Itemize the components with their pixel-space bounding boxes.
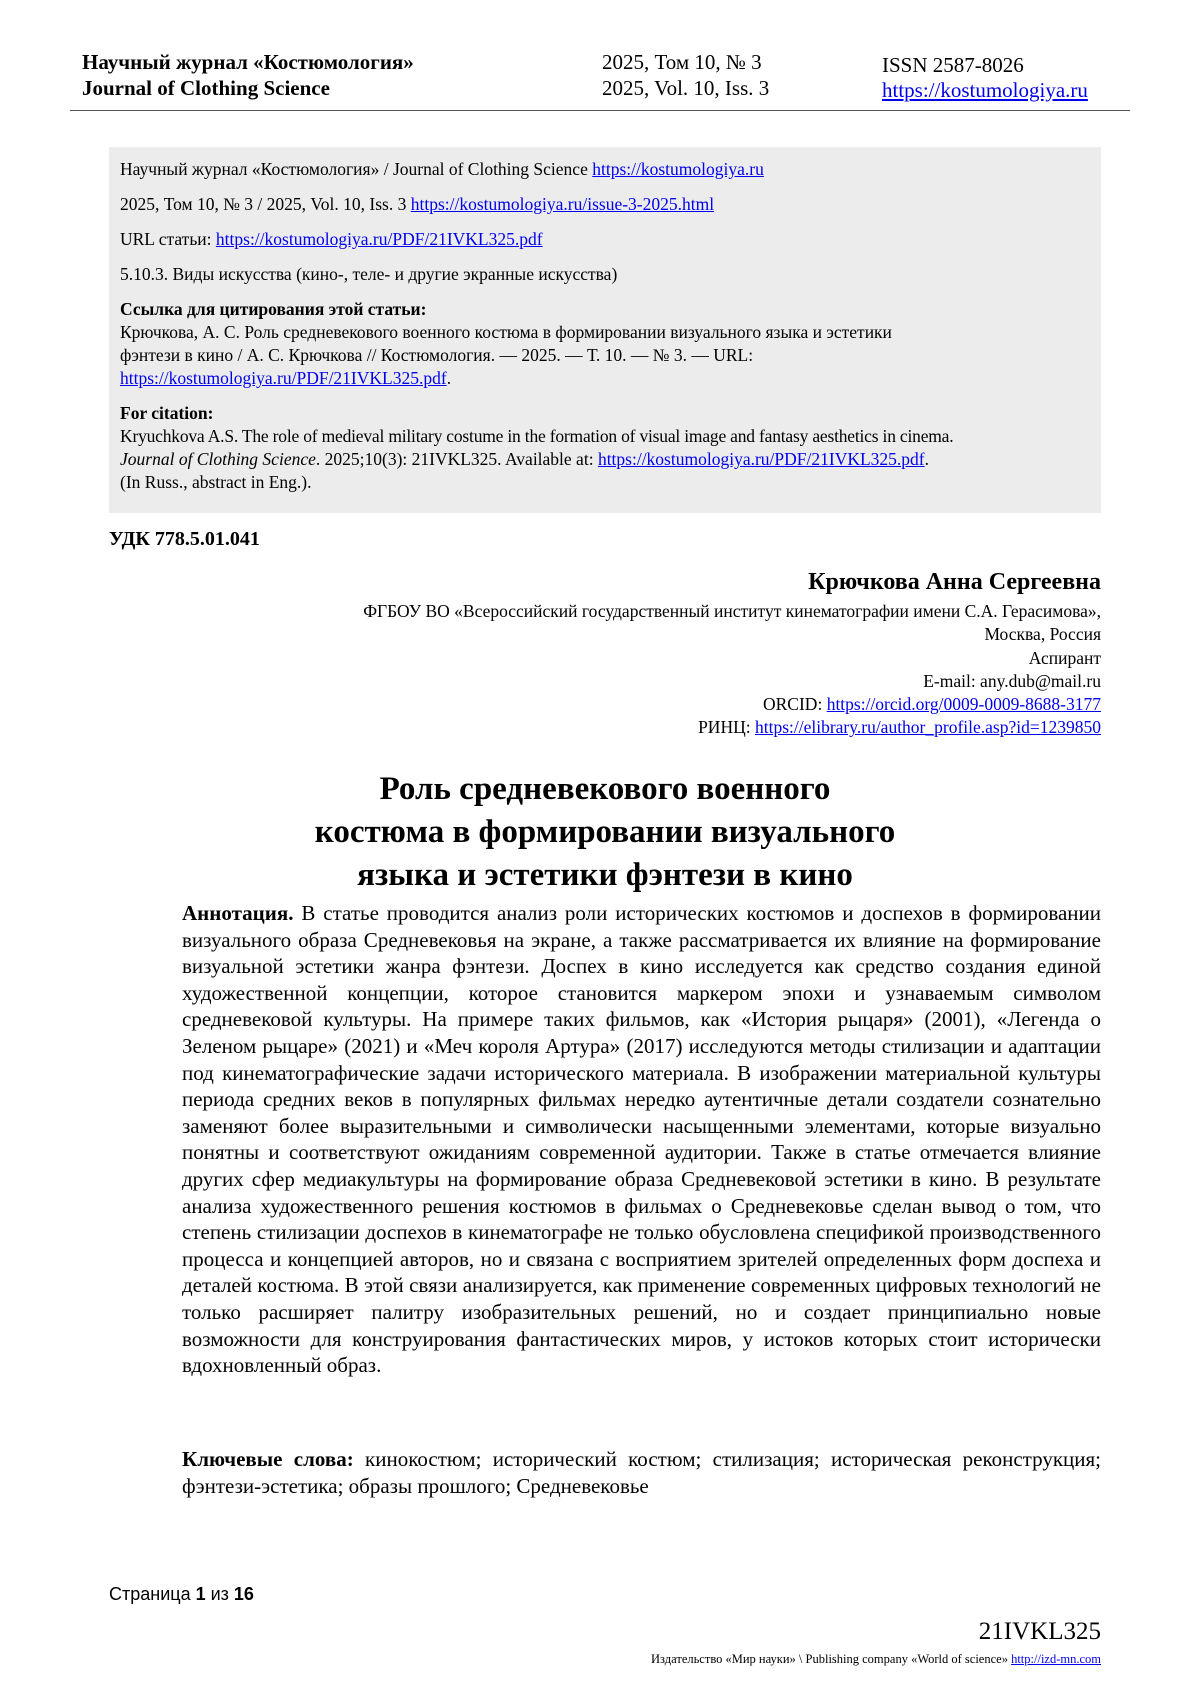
info-journal-link[interactable]: https://kostumologiya.ru [592, 159, 764, 179]
author-name: Крючкова Анна Сергеевна [808, 569, 1101, 595]
info-specialty: 5.10.3. Виды искусства (кино-, теле- и другие экранные искусства) [120, 264, 618, 284]
author-city: Москва, Россия [984, 624, 1101, 645]
author-orcid: ORCID: https://orcid.org/0009-0009-8688-3177 [763, 694, 1101, 715]
article-title [109, 768, 1101, 897]
title-line-2: костюма в формировании визуального [314, 814, 896, 850]
info-url: URL статьи: https://kostumologiya.ru/PDF/21IVKL325.pdf [120, 229, 543, 249]
article-code: 21IVKL325 [978, 1618, 1101, 1645]
info-issue-link[interactable]: https://kostumologiya.ru/issue-3-2025.html [410, 194, 715, 214]
journal-site-link[interactable]: https://kostumologiya.ru [882, 78, 1088, 102]
header-divider [70, 110, 1130, 111]
rinc-link[interactable]: https://elibrary.ru/author_profile.asp?id=1239850 [754, 717, 1101, 738]
author-rinc: РИНЦ: https://elibrary.ru/author_profile.asp?id=1239850 [698, 717, 1101, 738]
journal-title-ru: Научный журнал «Костюмология» [82, 50, 414, 74]
cite-ru-line2: фэнтези в кино / А. С. Крючкова // Костюмология. — 2025. — Т. 10. — № 3. — URL: [120, 345, 754, 365]
cite-ru-line1: Крючкова, А. С. Роль средневекового военного костюма в формировании визуального языка и эстетики [120, 322, 892, 342]
orcid-link[interactable]: https://orcid.org/0009-0009-8688-3177 [826, 694, 1101, 715]
keywords [109, 1446, 1101, 1499]
issue-ru: 2025, Том 10, № 3 [602, 50, 762, 74]
cite-en-line1: Kryuchkova A.S. The role of medieval military costume in the formation of visual image and fantasy aesthetics in cinema. [120, 426, 954, 446]
issn: ISSN 2587-8026 [882, 53, 1024, 77]
cite-en-link[interactable]: https://kostumologiya.ru/PDF/21IVKL325.pdf [597, 449, 925, 469]
page-counter: Страница 1 из 16 [109, 1584, 254, 1604]
cite-ru-heading: Ссылка для цитирования этой статьи: [120, 299, 427, 319]
publisher-line: Издательство «Мир науки» \ Publishing company «World of science» http://izd-mn.com [651, 1652, 1101, 1666]
article-info-box [109, 147, 1101, 513]
author-affiliation: ФГБОУ ВО «Всероссийский государственный институт кинематографии имени С.А. Герасимова», [363, 601, 1101, 621]
keywords-text: кинокостюм; исторический костюм; стилизация; историческая реконструкция; фэнтези-эстетика; образы прошлого; Средневековье [182, 1447, 1101, 1498]
info-issue: 2025, Том 10, № 3 / 2025, Vol. 10, Iss. 3 https://kostumologiya.ru/issue-3-2025.html [120, 194, 715, 214]
cite-en-line3: (In Russ., abstract in Eng.). [120, 472, 312, 492]
author-position: Аспирант [1028, 647, 1101, 668]
abstract-text: В статье проводится анализ роли исторических костюмов и доспехов в формировании визуального образа Средневековья на экране, а также рассматривается их влияние на формирование визуальной эстетики жанра фэнтези. Доспех в кино исследуется как средство создания единой художественной концепции, которое становится маркером эпохи и узнаваемым символом средневековой культуры. На примере таких фильмов, как «История рыцаря» (2001), «Легенда о Зеленом рыцаре» (2021) и «Меч короля Артура» (2017) исследуются методы стилизации и адаптации под кинематографические задачи исторического материала. В изображении материальной культуры периода средних веков в популярных фильмах нередко аутентичные детали создатели сознательно заменяют более выразительными и символически насыщенными элементами, которые визуально понятны и соответствуют ожиданиям современной аудитории. Также в статье отмечается влияние других сфер медиакультуры на формирование образа Средневековой эстетики в кино. В результате анализа художественного решения костюмов в фильмах о Средневековье сделан вывод о том, что степень стилизации доспехов в кинематографе не только обусловлена спецификой производственного процесса и концепцией авторов, но и связана с восприятием зрителей определенных форм доспеха и деталей костюма. В этой связи анализируется, как применение современных цифровых технологий не только расширяет палитру изобразительных решений, но и создает принципиально новые возможности для конструирования фантастических миров, у истоков которых стоит исторически вдохновленный образ. [182, 901, 1101, 1378]
cite-en-heading: For citation: [120, 403, 214, 423]
udk-code: УДК 778.5.01.041 [109, 528, 260, 550]
journal-title-en: Journal of Clothing Science [82, 76, 330, 100]
abstract-label: Аннотация. [182, 901, 294, 925]
author-email: E-mail: any.dub@mail.ru [923, 670, 1101, 691]
keywords-label: Ключевые слова: [182, 1447, 354, 1471]
title-line-1: Роль средневекового военного [379, 771, 831, 807]
cite-en-line2: Journal of Clothing Science. 2025;10(3): 21IVKL325. Available at: https://kostumologiya.ru/PDF/21IVKL325.pdf. [120, 449, 929, 469]
cite-ru-link[interactable]: https://kostumologiya.ru/PDF/21IVKL325.pdf [120, 368, 447, 388]
author-block [363, 566, 1101, 740]
publisher-link[interactable]: http://izd-mn.com [1011, 1652, 1101, 1666]
info-article-link[interactable]: https://kostumologiya.ru/PDF/21IVKL325.pdf [215, 229, 543, 249]
abstract [109, 900, 1101, 1379]
info-journal: Научный журнал «Костюмология» / Journal of Clothing Science https://kostumologiya.ru [120, 159, 764, 179]
issue-en: 2025, Vol. 10, Iss. 3 [602, 76, 770, 100]
title-line-3: языка и эстетики фэнтези в кино [357, 857, 853, 893]
cite-ru-line3: https://kostumologiya.ru/PDF/21IVKL325.pdf. [120, 368, 452, 388]
